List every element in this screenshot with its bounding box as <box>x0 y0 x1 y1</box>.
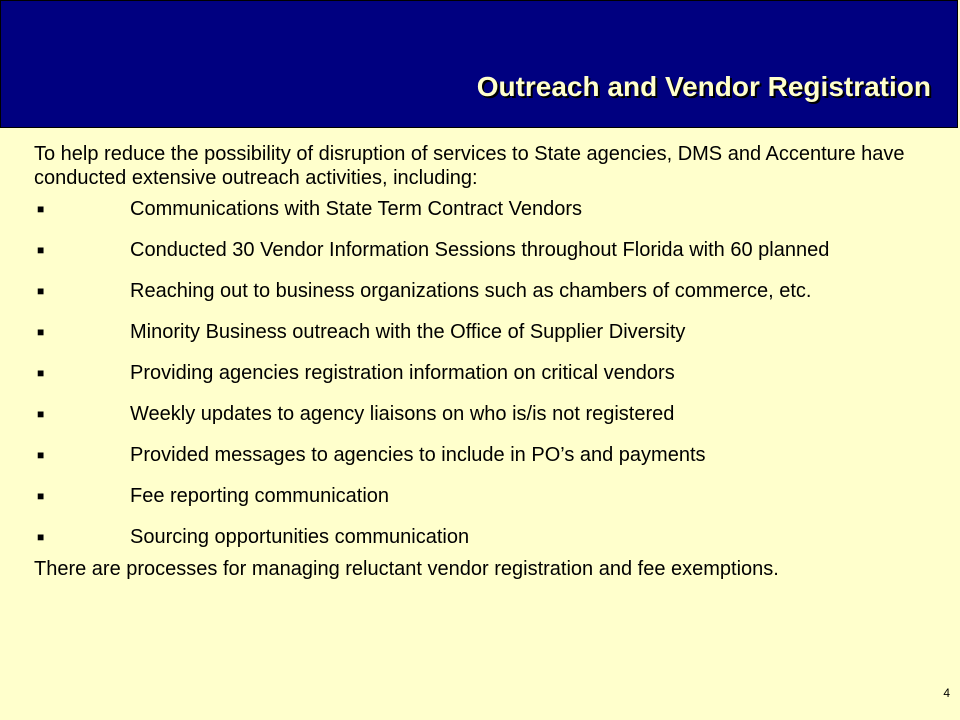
list-item-text: Provided messages to agencies to include in PO’s and payments <box>130 444 706 466</box>
square-bullet-icon: ■ <box>37 243 45 257</box>
list-item <box>34 402 924 426</box>
square-bullet-icon: ■ <box>37 284 45 298</box>
list-item-text: Reaching out to business organizations such as chambers of commerce, etc. <box>130 280 812 302</box>
page-number: 4 <box>943 686 950 700</box>
list-item <box>34 320 924 344</box>
list-item-text: Minority Business outreach with the Office of Supplier Diversity <box>130 321 686 343</box>
intro-paragraph: To help reduce the possibility of disruption of services to State agencies, DMS and Accenture have conducted extensive outreach activities, including: <box>34 143 905 189</box>
outreach-activities-list <box>34 197 924 549</box>
list-item-text: Conducted 30 Vendor Information Sessions throughout Florida with 60 planned <box>130 239 830 261</box>
list-item-text: Communications with State Term Contract Vendors <box>130 198 583 220</box>
square-bullet-icon: ■ <box>37 325 45 339</box>
square-bullet-icon: ■ <box>37 530 45 544</box>
page-title: Outreach and Vendor Registration <box>476 71 931 102</box>
list-item-text: Sourcing opportunities communication <box>130 526 470 548</box>
list-item-text: Fee reporting communication <box>130 485 390 507</box>
list-item <box>34 484 924 508</box>
square-bullet-icon: ■ <box>37 448 45 462</box>
slide-body <box>34 142 924 581</box>
list-item <box>34 525 924 549</box>
list-item <box>34 443 924 467</box>
list-item <box>34 361 924 385</box>
closing-paragraph: There are processes for managing reluctant vendor registration and fee exemptions. <box>34 558 779 580</box>
square-bullet-icon: ■ <box>37 489 45 503</box>
list-item <box>34 238 924 262</box>
square-bullet-icon: ■ <box>37 366 45 380</box>
list-item <box>34 279 924 303</box>
list-item <box>34 197 924 221</box>
list-item-text: Providing agencies registration information on critical vendors <box>130 362 675 384</box>
square-bullet-icon: ■ <box>37 202 45 216</box>
square-bullet-icon: ■ <box>37 407 45 421</box>
list-item-text: Weekly updates to agency liaisons on who is/is not registered <box>130 403 675 425</box>
title-banner <box>0 0 958 128</box>
